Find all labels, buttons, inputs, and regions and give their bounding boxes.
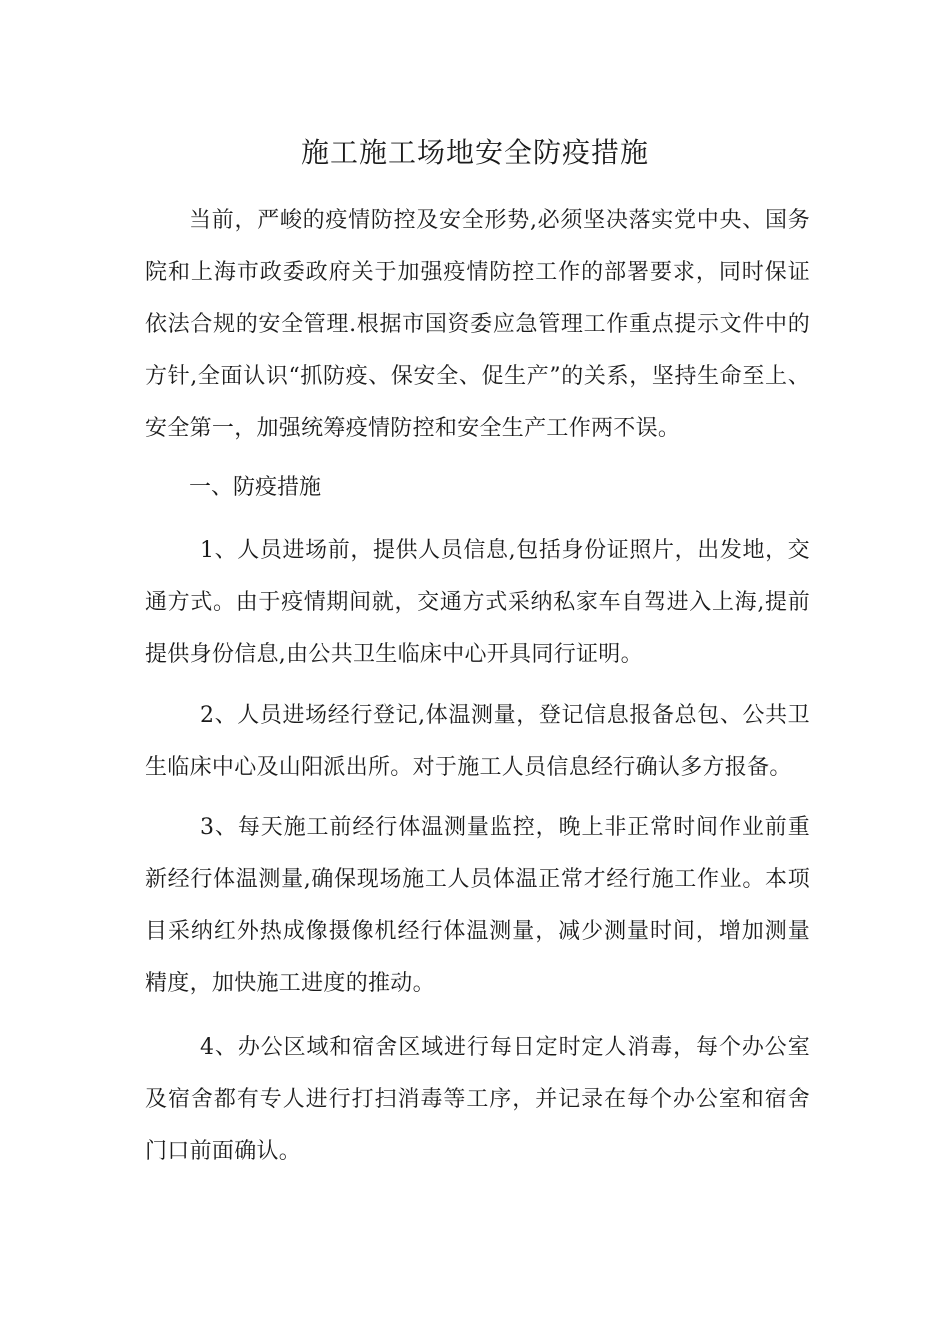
document-title: 施工施工场地安全防疫措施 <box>300 136 649 169</box>
section-heading: 一、防疫措施 <box>189 475 322 500</box>
measure-item-1: 1、人员进场前，提供人员信息,包括身份证照片，出发地，交通方式。由于疫情期间就，交通方式采纳私家车自驾进入上海,提前提供身份信息,由公共卫生临床中心开具同行证明。 <box>145 538 810 667</box>
measure-item-3: 3、每天施工前经行体温测量监控，晚上非正常时间作业前重新经行体温测量,确保现场施工人员体温正常才经行施工作业。本项目采纳红外热成像摄像机经行体温测量，减少测量时间，增加测量精度，加快施工进度的推动。 <box>145 815 810 996</box>
measure-item-2: 2、人员进场经行登记,体温测量，登记信息报备总包、公共卫生临床中心及山阳派出所。对于施工人员信息经行确认多方报备。 <box>145 703 810 780</box>
measure-item-4: 4、办公区域和宿舍区域进行每日定时定人消毒，每个办公室及宿舍都有专人进行打扫消毒等工序，并记录在每个办公室和宿舍门口前面确认。 <box>145 1035 810 1164</box>
intro-paragraph: 当前，严峻的疫情防控及安全形势,必须坚决落实党中央、国务院和上海市政委政府关于加强疫情防控工作的部署要求，同时保证依法合规的安全管理.根据市国资委应急管理工作重点提示文件中的方针,全面认识“抓防疫、保安全、促生产”的关系，坚持生命至上、安全第一，加强统筹疫情防控和安全生产工作两不误。 <box>145 208 810 441</box>
